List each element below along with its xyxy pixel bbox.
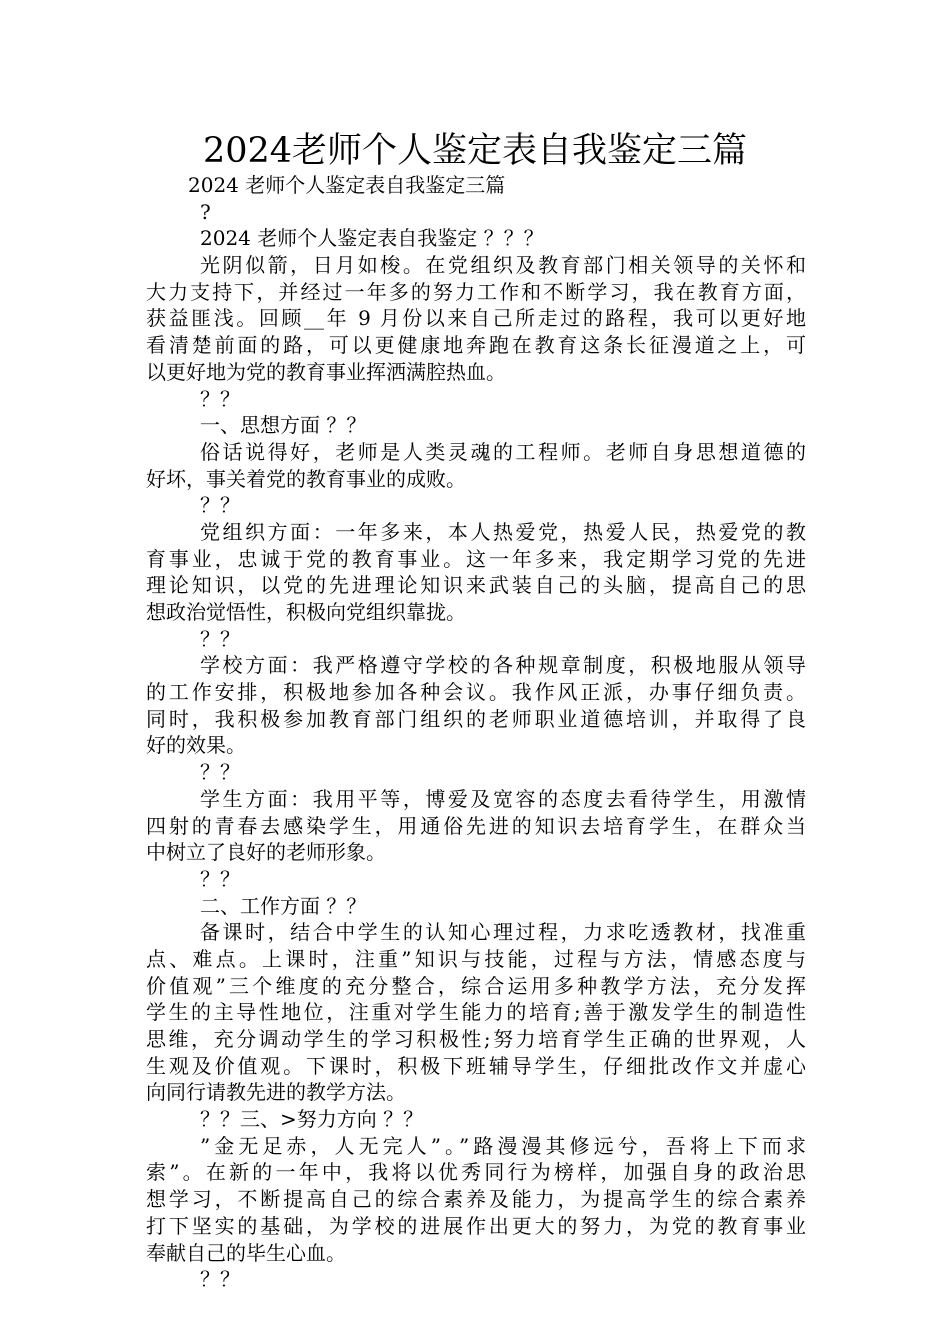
text-line: 中树立了良好的老师形象。	[146, 840, 386, 865]
text-line: 获益匪浅。回顾__年 9 月份以来自己所走过的路程，我可以更好地	[146, 306, 806, 331]
text-line: 理论知识，以党的先进理论知识来武装自己的头脑，提高自己的思	[146, 573, 806, 598]
text-line: 奉献自己的毕生心血。	[146, 1240, 346, 1265]
text-line: ”金无足赤，人无完人”。”路漫漫其修远兮，吾将上下而求	[200, 1133, 806, 1158]
text-line: 点、难点。上课时，注重”知识与技能，过程与方法，情感态度与	[146, 946, 806, 971]
text-line: ？？	[200, 760, 240, 785]
text-line: ？？	[200, 866, 240, 891]
text-line: ？？	[200, 1267, 240, 1292]
text-line: ？？	[200, 386, 240, 411]
text-line: 思维，充分调动学生的学习积极性;努力培育学生正确的世界观，人	[146, 1027, 806, 1051]
text-line: 大力支持下，并经过一年多的努力工作和不断学习，我在教育方面，	[146, 279, 806, 304]
text-line: 好的效果。	[146, 733, 246, 758]
text-line: 看清楚前面的路，可以更健康地奔跑在教育这条长征漫道之上，可	[146, 333, 806, 358]
text-line: 光阴似箭，日月如梭。在党组织及教育部门相关领导的关怀和	[200, 253, 806, 278]
text-line: 育事业，忠诚于党的教育事业。这一年多来，我定期学习党的先进	[146, 546, 806, 571]
text-line: 想学习，不断提高自己的综合素养及能力，为提高学生的综合素养	[146, 1187, 806, 1212]
text-line: 2024 老师个人鉴定表自我鉴定 ？？？	[200, 226, 544, 251]
text-line: 好坏，事关着党的教育事业的成败。	[146, 466, 466, 491]
document-title: 2024老师个人鉴定表自我鉴定三篇	[202, 131, 748, 171]
text-line: ?	[200, 199, 211, 224]
text-line: ？？三、>努力方向 ？？	[200, 1107, 424, 1132]
text-line: 打下坚实的基础，为学校的进展作出更大的努力，为党的教育事业	[146, 1213, 806, 1238]
document-body	[146, 172, 806, 1293]
text-line: 二、工作方面 ？？	[200, 893, 367, 918]
text-line: 学校方面：我严格遵守学校的各种规章制度，积极地服从领导	[200, 653, 806, 678]
text-line: 同时，我积极参加教育部门组织的老师职业道德培训，并取得了良	[146, 706, 806, 731]
text-line: 生观及价值观。下课时，积极下班辅导学生，仔细批改作文并虚心	[146, 1053, 806, 1078]
text-line: 学生的主导性地位，注重对学生能力的培育;善于激发学生的制造性	[146, 1000, 806, 1025]
text-line: 2024 老师个人鉴定表自我鉴定三篇	[188, 173, 506, 197]
text-line: 的工作安排，积极地参加各种会议。我作风正派，办事仔细负责。	[146, 680, 806, 705]
text-line: 一、思想方面 ？？	[200, 413, 367, 438]
text-line: 备课时，结合中学生的认知心理过程，力求吃透教材，找准重	[200, 920, 806, 945]
text-line: 想政治觉悟性，积极向党组织靠拢。	[146, 600, 466, 624]
text-line: 党组织方面：一年多来，本人热爱党，热爱人民，热爱党的教	[200, 519, 806, 544]
text-line: 学生方面：我用平等，博爱及宽容的态度去看待学生，用激情	[200, 786, 806, 811]
text-line: ？？	[200, 626, 240, 651]
text-line: ？？	[200, 493, 240, 518]
text-line: 索”。在新的一年中，我将以优秀同行为榜样，加强自身的政治思	[146, 1160, 806, 1185]
text-line: 四射的青春去感染学生，用通俗先进的知识去培育学生，在群众当	[146, 813, 806, 838]
text-line: 价值观”三个维度的充分整合，综合运用多种教学方法，充分发挥	[146, 973, 806, 998]
text-line: 俗话说得好，老师是人类灵魂的工程师。老师自身思想道德的	[200, 439, 806, 464]
text-line: 向同行请教先进的教学方法。	[146, 1080, 406, 1105]
text-line: 以更好地为党的教育事业挥洒满腔热血。	[146, 359, 506, 384]
